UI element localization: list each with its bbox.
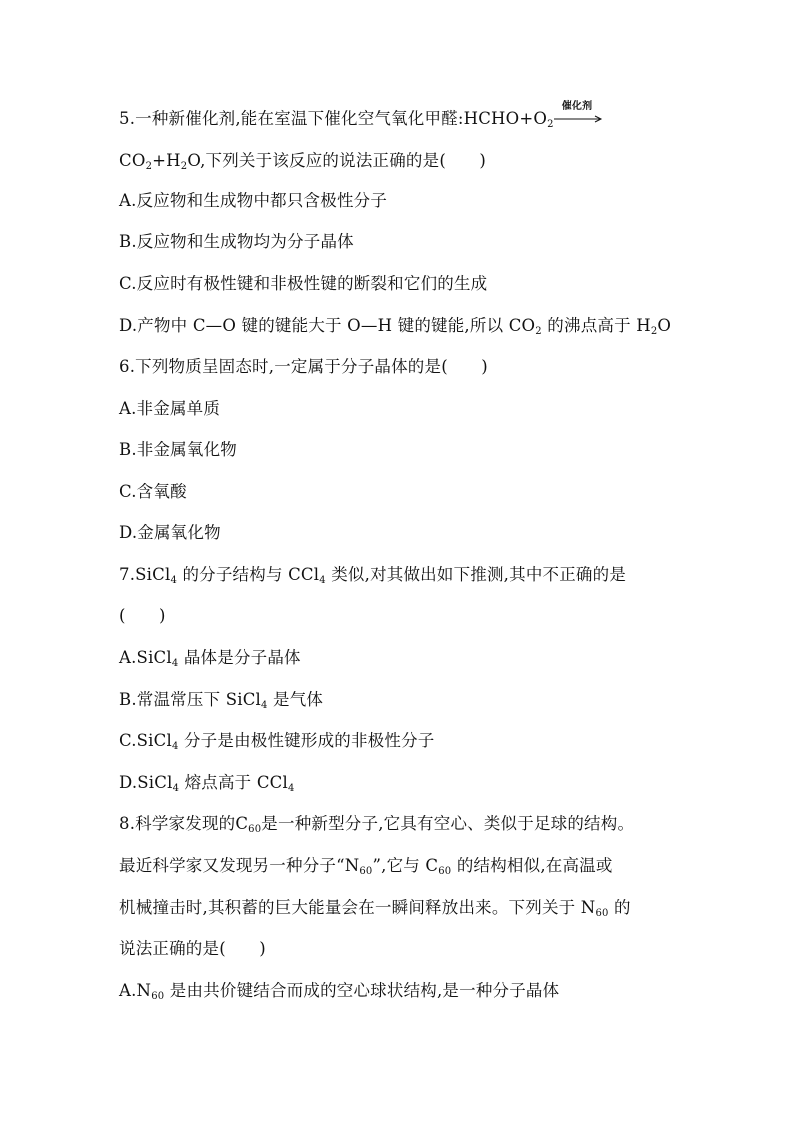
q8-line1-text2: 是一种新型分子,它具有空心、类似于足球的结构。 xyxy=(261,814,635,833)
q8-line3-text1: 机械撞击时,其积蓄的巨大能量会在一瞬间释放出来。下列关于 N xyxy=(119,898,596,917)
catalyst-arrow xyxy=(554,101,606,134)
q8-line2-text2: ”,它与 C xyxy=(372,856,439,875)
q5-h-text: +H xyxy=(152,151,181,170)
q8-line2-sub1: 60 xyxy=(359,866,373,877)
q6-stem: 6.下列物质呈固态时,一定属于分子晶体的是( ) xyxy=(119,357,488,376)
q8-option-a-text2: 是由共价键结合而成的空心球状结构,是一种分子晶体 xyxy=(164,981,560,1000)
q7-option-d-text1: D.SiCl xyxy=(119,773,173,792)
q8-line3-sub: 60 xyxy=(595,908,609,919)
q5-option-d-text2: 的沸点高于 H xyxy=(541,316,651,335)
q8-stem-line4: 说法正确的是( ) xyxy=(119,939,266,958)
q7-stem-sub1: 4 xyxy=(170,575,177,586)
q5-stem-line1 xyxy=(119,101,606,134)
q8-stem-line2 xyxy=(119,851,613,881)
q6-option-a: A.非金属单质 xyxy=(119,399,221,418)
catalyst-label: 催化剂 xyxy=(561,101,593,112)
q6-option-c: C.含氧酸 xyxy=(119,482,187,501)
q7-option-d-sub2: 4 xyxy=(287,783,295,794)
q6-option-d: D.金属氧化物 xyxy=(119,523,221,542)
q5-option-a: A.反应物和生成物中都只含极性分子 xyxy=(119,191,388,210)
q7-stem-text3: 类似,对其做出如下推测,其中不正确的是 xyxy=(325,565,627,584)
q7-stem-text2: 的分子结构与 CCl xyxy=(177,565,320,584)
q5-stem-text: 5.一种新催化剂,能在室温下催化空气氧化甲醛:HCHO+O xyxy=(119,109,548,128)
q7-option-a-sub: 4 xyxy=(171,658,179,669)
q7-option-b-text1: B.常温常压下 SiCl xyxy=(119,690,261,709)
q7-option-d-sub1: 4 xyxy=(172,783,180,794)
q5-stem-line2 xyxy=(119,146,486,176)
q5-option-d-sub1: 2 xyxy=(535,326,542,337)
q5-option-b: B.反应物和生成物均为分子晶体 xyxy=(119,232,354,251)
q8-option-a xyxy=(119,976,559,1006)
q8-option-a-sub: 60 xyxy=(151,991,165,1002)
q7-stem-sub2: 4 xyxy=(319,575,326,586)
q7-option-a-text1: A.SiCl xyxy=(119,648,172,667)
q8-stem-line1 xyxy=(119,809,634,839)
q8-stem-line3 xyxy=(119,893,631,923)
reaction-arrow-icon xyxy=(554,114,606,124)
q8-line1-text1: 8.科学家发现的C xyxy=(119,814,249,833)
q5-option-d xyxy=(119,311,671,341)
q8-line2-sub2: 60 xyxy=(438,866,452,877)
q5-option-d-sub2: 2 xyxy=(650,326,658,337)
q6-option-b: B.非金属氧化物 xyxy=(119,440,237,459)
q8-line1-sub: 60 xyxy=(248,824,262,835)
q7-stem-line2: ( ) xyxy=(119,606,166,625)
q7-option-d-text2: 熔点高于 CCl xyxy=(179,773,288,792)
q8-line2-text1: 最近科学家又发现另一种分子“N xyxy=(119,856,360,875)
q7-stem-text1: 7.SiCl xyxy=(119,565,171,584)
q7-option-c-sub: 4 xyxy=(171,741,179,752)
q8-option-a-text1: A.N xyxy=(119,981,152,1000)
q5-co2-subscript: 2 xyxy=(145,161,153,172)
q7-option-a-text2: 晶体是分子晶体 xyxy=(178,648,301,667)
q7-option-b-sub: 4 xyxy=(261,700,268,711)
q5-option-d-text3: O xyxy=(657,316,672,335)
q7-stem-line1 xyxy=(119,560,626,590)
q7-option-d xyxy=(119,768,295,798)
q5-h2-subscript: 2 xyxy=(180,161,188,172)
q5-option-c: C.反应时有极性键和非极性键的断裂和它们的生成 xyxy=(119,274,488,293)
q7-option-b xyxy=(119,685,323,715)
q5-o2-subscript: 2 xyxy=(547,119,554,130)
q5-co-text: CO xyxy=(119,151,146,170)
q7-option-c xyxy=(119,726,434,756)
q7-option-c-text1: C.SiCl xyxy=(119,731,172,750)
q5-option-d-text1: D.产物中 C—O 键的键能大于 O—H 键的键能,所以 CO xyxy=(119,316,536,335)
q8-line2-text3: 的结构相似,在高温或 xyxy=(451,856,613,875)
q7-option-b-text2: 是气体 xyxy=(267,690,324,709)
q5-question-text: O,下列关于该反应的说法正确的是( ) xyxy=(187,151,486,170)
q7-option-a xyxy=(119,643,301,673)
q7-option-c-text2: 分子是由极性键形成的非极性分子 xyxy=(178,731,435,750)
q8-line3-text2: 的 xyxy=(608,898,631,917)
